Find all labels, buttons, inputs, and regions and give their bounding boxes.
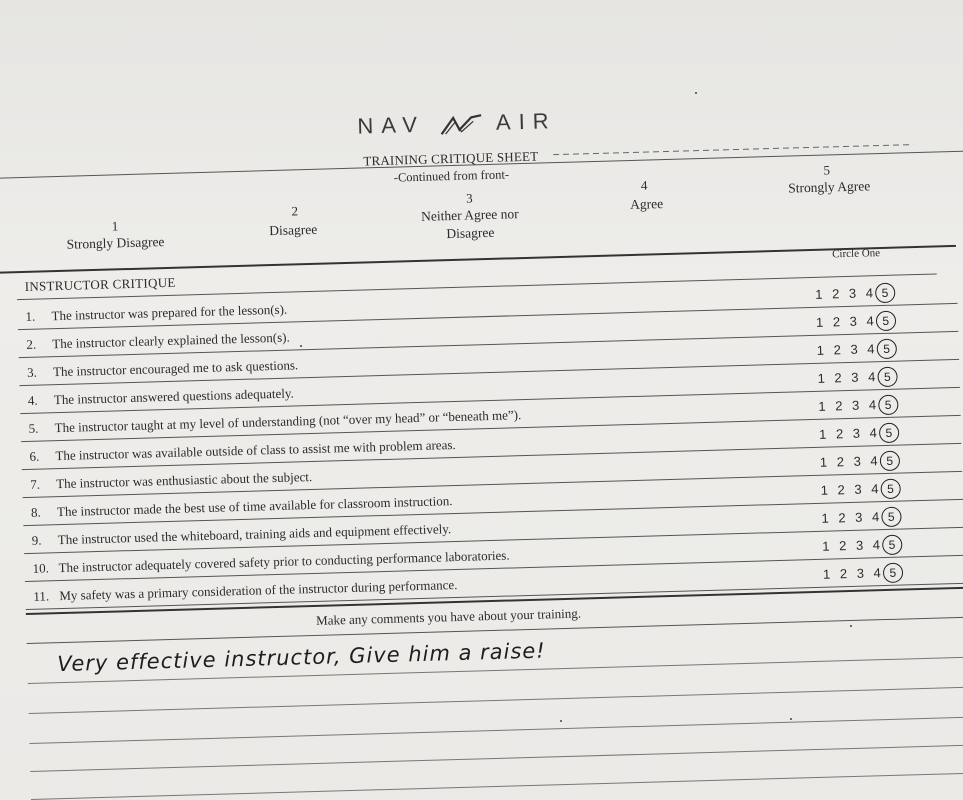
item-number: 7.: [30, 476, 41, 492]
item-number: 5.: [28, 420, 39, 436]
rating-options: 1 2 3 4: [817, 369, 876, 386]
rating-scale[interactable]: [817, 339, 897, 361]
logo-text-right: AIR: [495, 108, 557, 135]
circled-rating[interactable]: 5: [877, 367, 898, 388]
handwritten-comment: Very effective instructor, Give him a raise!: [56, 638, 546, 677]
critique-sheet: [0, 26, 963, 800]
sheet-subtitle: -Continued from front-: [393, 167, 510, 185]
item-statement: The instructor used the whiteboard, training aids and equipment effectively.: [57, 521, 452, 548]
item-number: 11.: [33, 588, 50, 604]
circled-rating[interactable]: 5: [878, 395, 899, 416]
rating-scale[interactable]: [816, 311, 896, 333]
rating-options: 1 2 3 4: [822, 537, 881, 554]
item-number: 1.: [25, 308, 36, 324]
scale-number-5: 5: [823, 162, 831, 178]
rating-scale[interactable]: [817, 367, 897, 389]
scale-label-4: Agree: [629, 196, 664, 213]
scale-label-2: Disagree: [269, 221, 318, 239]
comments-line-3: [29, 687, 963, 714]
paper-speck: [560, 720, 562, 722]
rating-options: 1 2 3 4: [818, 425, 878, 442]
rating-scale[interactable]: [823, 563, 903, 585]
circled-rating[interactable]: 5: [879, 451, 900, 472]
rating-options: 1 2 3 4: [816, 341, 875, 358]
navair-logo: [357, 108, 557, 140]
circled-rating[interactable]: 5: [876, 339, 897, 360]
circled-rating[interactable]: 5: [883, 563, 904, 584]
comments-line-5: [30, 745, 963, 772]
sheet-title: TRAINING CRITIQUE SHEET: [363, 148, 539, 169]
comments-line-4: [29, 717, 963, 744]
item-statement: The instructor taught at my level of understanding (not “over my head” or “beneath me”).: [54, 407, 522, 436]
item-statement: The instructor was enthusiastic about the subject.: [56, 469, 313, 492]
rating-scale[interactable]: [820, 451, 900, 473]
rating-scale[interactable]: [818, 395, 898, 417]
item-number: 3.: [26, 364, 38, 380]
item-number: 6.: [29, 448, 40, 464]
rating-scale[interactable]: [819, 423, 899, 445]
comments-prompt: Make any comments you have about your training.: [315, 605, 582, 628]
item-number: 10.: [32, 560, 50, 576]
rating-scale[interactable]: [821, 507, 901, 529]
paper-speck: [300, 345, 302, 347]
scale-label-1: Strongly Disagree: [66, 234, 165, 252]
rating-scale[interactable]: [820, 479, 900, 501]
circled-rating[interactable]: 5: [875, 283, 896, 304]
rating-scale[interactable]: [815, 283, 895, 305]
rating-scale[interactable]: [822, 535, 902, 557]
paper-speck: [695, 92, 697, 94]
item-number: 9.: [31, 532, 42, 548]
section-title: INSTRUCTOR CRITIQUE: [24, 274, 176, 294]
item-statement: The instructor was available outside of class to assist me with problem areas.: [55, 436, 456, 464]
item-number: 4.: [27, 392, 38, 408]
rating-options: 1 2 3 4: [820, 481, 879, 498]
scale-number-4: 4: [640, 177, 648, 193]
rating-options: 1 2 3 4: [815, 313, 874, 330]
item-number: 8.: [30, 504, 41, 520]
circle-one-label: Circle One: [831, 247, 881, 261]
item-number: 2.: [26, 336, 37, 352]
paper-speck: [790, 718, 792, 720]
scale-number-1: 1: [111, 218, 119, 234]
item-statement: The instructor adequately covered safety prior to conducting performance laboratories.: [58, 547, 510, 576]
logo-text-left: NAV: [357, 111, 426, 139]
item-statement: The instructor clearly explained the lesson(s).: [52, 329, 290, 352]
paper-speck: [850, 625, 852, 627]
rating-options: 1 2 3 4: [821, 509, 880, 526]
item-statement: The instructor encouraged me to ask questions.: [52, 357, 299, 380]
circled-rating[interactable]: 5: [880, 479, 901, 500]
rating-options: 1 2 3 4: [815, 285, 874, 302]
item-statement: My safety was a primary consideration of the instructor during performance.: [59, 576, 458, 604]
item-statement: The instructor answered questions adequately.: [53, 385, 294, 408]
item-statement: The instructor was prepared for the lesson(s).: [51, 301, 288, 324]
rating-options: 1 2 3 4: [818, 397, 877, 414]
scale-label-3: Neither Agree nor Disagree: [420, 206, 519, 242]
rating-options: 1 2 3 4: [819, 453, 878, 470]
circled-rating[interactable]: 5: [881, 507, 902, 528]
navair-wing-logo-icon: [439, 113, 484, 136]
item-statement: The instructor made the best use of time available for classroom instruction.: [56, 493, 453, 520]
circled-rating[interactable]: 5: [875, 311, 896, 332]
circled-rating[interactable]: 5: [879, 423, 900, 444]
circled-rating[interactable]: 5: [882, 535, 903, 556]
scale-number-3: 3: [465, 190, 473, 206]
comments-line-6: [31, 773, 963, 800]
scale-label-5: Strongly Agree: [787, 178, 871, 196]
rating-options: 1 2 3 4: [822, 565, 882, 582]
scale-number-2: 2: [291, 203, 299, 219]
